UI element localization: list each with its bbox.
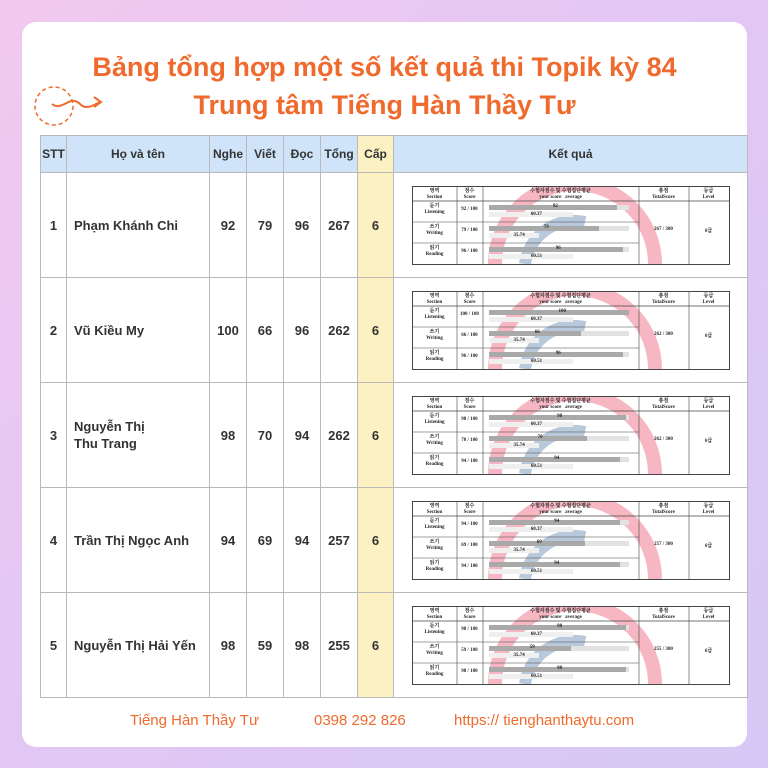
table-row bbox=[41, 383, 748, 488]
avg-value-listening: 60.37 bbox=[530, 526, 542, 532]
score-listening: 92 / 100 bbox=[461, 206, 478, 212]
score-report-image bbox=[412, 396, 730, 475]
label-level-en: Level bbox=[702, 194, 715, 200]
row-listening: 92 bbox=[210, 173, 247, 278]
header-reading: Đọc bbox=[284, 136, 321, 173]
row-name: Phạm Khánh Chi bbox=[67, 173, 210, 278]
label-average: average bbox=[565, 299, 582, 305]
row-name: Nguyễn Thị Hải Yến bbox=[67, 593, 210, 698]
footer-brand: Tiếng Hàn Thầy Tư bbox=[130, 712, 259, 729]
score-report-image bbox=[412, 186, 730, 265]
label-writing-en: Writing bbox=[426, 335, 443, 341]
label-listening-ko: 듣기 bbox=[429, 623, 440, 629]
label-writing-ko: 쓰기 bbox=[429, 644, 440, 650]
report-total: 262 / 300 bbox=[654, 436, 673, 442]
row-level: 6 bbox=[358, 383, 394, 488]
row-reading: 98 bbox=[284, 593, 321, 698]
label-section-en: Section bbox=[426, 614, 443, 620]
score-listening: 98 / 100 bbox=[461, 626, 478, 632]
label-writing-en: Writing bbox=[426, 545, 443, 551]
label-reading-ko: 읽기 bbox=[429, 455, 440, 461]
label-total-ko: 총점 bbox=[658, 293, 669, 299]
label-your-score: your score bbox=[539, 509, 562, 515]
bar-value-listening: 94 bbox=[554, 518, 560, 524]
report-level: 6급 bbox=[704, 228, 713, 234]
row-level: 6 bbox=[358, 173, 394, 278]
row-stt: 2 bbox=[41, 278, 67, 383]
page-title: Bảng tổng hợp một số kết quả thi Topik kỳ 84 bbox=[92, 52, 677, 82]
label-score-ko: 점수 bbox=[464, 608, 475, 614]
avg-value-listening: 60.37 bbox=[530, 631, 542, 637]
label-reading-en: Reading bbox=[425, 461, 444, 467]
header-listening: Nghe bbox=[210, 136, 247, 173]
bar-value-reading: 98 bbox=[557, 665, 563, 671]
header-result: Kết quả bbox=[394, 136, 748, 173]
row-listening: 98 bbox=[210, 383, 247, 488]
score-reading: 94 / 100 bbox=[461, 563, 478, 569]
bar-value-writing: 59 bbox=[529, 644, 535, 650]
score-report-image bbox=[412, 606, 730, 685]
label-average: average bbox=[565, 614, 582, 620]
row-reading: 96 bbox=[284, 173, 321, 278]
label-level-ko: 등급 bbox=[703, 293, 714, 299]
row-level: 6 bbox=[358, 593, 394, 698]
label-your-score: your score bbox=[539, 614, 562, 620]
score-listening: 98 / 100 bbox=[461, 416, 478, 422]
score-listening: 100 / 100 bbox=[460, 311, 479, 317]
score-report-image bbox=[412, 291, 730, 370]
report-level: 6급 bbox=[704, 648, 713, 654]
report-total: 255 / 300 bbox=[654, 646, 673, 652]
label-your-score: your score bbox=[539, 404, 562, 410]
results-table bbox=[40, 135, 748, 698]
label-score-ko: 점수 bbox=[464, 503, 475, 509]
avg-value-writing: 35.74 bbox=[513, 232, 525, 238]
bar-value-writing: 70 bbox=[537, 434, 543, 440]
score-writing: 66 / 100 bbox=[461, 332, 478, 338]
label-score-ko: 점수 bbox=[464, 293, 475, 299]
row-reading: 94 bbox=[284, 383, 321, 488]
label-total-en: TotalScore bbox=[652, 404, 675, 410]
row-name: Nguyễn Thị Thu Trang bbox=[67, 383, 210, 488]
label-section-ko: 영역 bbox=[429, 503, 440, 509]
row-writing: 79 bbox=[247, 173, 284, 278]
header-stt: STT bbox=[41, 136, 67, 173]
header-name: Họ và tên bbox=[67, 136, 210, 173]
avg-value-reading: 60.51 bbox=[530, 463, 543, 469]
label-listening-en: Listening bbox=[424, 419, 445, 425]
label-total-ko: 총점 bbox=[658, 398, 669, 404]
report-level: 6급 bbox=[704, 438, 713, 444]
report-total: 262 / 300 bbox=[654, 331, 673, 337]
label-section-en: Section bbox=[426, 509, 443, 515]
label-reading-ko: 읽기 bbox=[429, 665, 440, 671]
label-reading-ko: 읽기 bbox=[429, 350, 440, 356]
avg-value-writing: 35.74 bbox=[513, 547, 525, 553]
row-reading: 96 bbox=[284, 278, 321, 383]
header-writing: Viết bbox=[247, 136, 284, 173]
bar-value-reading: 94 bbox=[554, 455, 560, 461]
label-average: average bbox=[565, 404, 582, 410]
avg-value-listening: 60.37 bbox=[530, 316, 542, 322]
avg-value-reading: 60.51 bbox=[530, 673, 543, 679]
row-level: 6 bbox=[358, 278, 394, 383]
label-writing-en: Writing bbox=[426, 440, 443, 446]
label-score-en: Score bbox=[463, 404, 476, 410]
label-reading-en: Reading bbox=[425, 671, 444, 677]
row-writing: 69 bbox=[247, 488, 284, 593]
report-total: 267 / 300 bbox=[654, 226, 673, 232]
row-result bbox=[394, 383, 748, 488]
label-level-ko: 등급 bbox=[703, 188, 714, 194]
score-writing: 79 / 100 bbox=[461, 227, 478, 233]
label-compare: 수험자점수 및 수험집단평균 bbox=[530, 608, 591, 614]
row-total: 255 bbox=[321, 593, 358, 698]
bar-value-writing: 79 bbox=[543, 224, 549, 230]
label-writing-ko: 쓰기 bbox=[429, 329, 440, 335]
avg-value-listening: 60.37 bbox=[530, 211, 542, 217]
label-level-en: Level bbox=[702, 404, 715, 410]
label-level-ko: 등급 bbox=[703, 398, 714, 404]
avg-value-writing: 35.74 bbox=[513, 337, 525, 343]
label-level-en: Level bbox=[702, 509, 715, 515]
bar-value-reading: 96 bbox=[555, 245, 561, 251]
label-total-en: TotalScore bbox=[652, 194, 675, 200]
score-listening: 94 / 100 bbox=[461, 521, 478, 527]
label-compare: 수험자점수 및 수험집단평균 bbox=[530, 293, 591, 299]
row-total: 262 bbox=[321, 278, 358, 383]
row-name: Trần Thị Ngọc Anh bbox=[67, 488, 210, 593]
avg-value-listening: 60.37 bbox=[530, 421, 542, 427]
row-stt: 4 bbox=[41, 488, 67, 593]
label-section-ko: 영역 bbox=[429, 608, 440, 614]
row-listening: 94 bbox=[210, 488, 247, 593]
label-listening-ko: 듣기 bbox=[429, 308, 440, 314]
label-reading-en: Reading bbox=[425, 251, 444, 257]
label-your-score: your score bbox=[539, 299, 562, 305]
score-reading: 96 / 100 bbox=[461, 353, 478, 359]
label-reading-en: Reading bbox=[425, 566, 444, 572]
main-card bbox=[22, 22, 747, 747]
score-writing: 69 / 100 bbox=[461, 542, 478, 548]
label-writing-ko: 쓰기 bbox=[429, 224, 440, 230]
row-stt: 3 bbox=[41, 383, 67, 488]
row-total: 257 bbox=[321, 488, 358, 593]
page-subtitle: Trung tâm Tiếng Hàn Thầy Tư bbox=[193, 90, 576, 120]
label-writing-en: Writing bbox=[426, 230, 443, 236]
label-compare: 수험자점수 및 수험집단평균 bbox=[530, 503, 591, 509]
row-writing: 70 bbox=[247, 383, 284, 488]
row-total: 262 bbox=[321, 383, 358, 488]
label-reading-en: Reading bbox=[425, 356, 444, 362]
score-reading: 98 / 100 bbox=[461, 668, 478, 674]
row-result bbox=[394, 593, 748, 698]
label-listening-en: Listening bbox=[424, 209, 445, 215]
row-total: 267 bbox=[321, 173, 358, 278]
label-your-score: your score bbox=[539, 194, 562, 200]
row-writing: 59 bbox=[247, 593, 284, 698]
label-reading-ko: 읽기 bbox=[429, 560, 440, 566]
label-listening-en: Listening bbox=[424, 524, 445, 530]
label-total-ko: 총점 bbox=[658, 608, 669, 614]
table-row bbox=[41, 278, 748, 383]
label-section-en: Section bbox=[426, 404, 443, 410]
label-reading-ko: 읽기 bbox=[429, 245, 440, 251]
label-writing-ko: 쓰기 bbox=[429, 539, 440, 545]
label-section-ko: 영역 bbox=[429, 398, 440, 404]
label-level-ko: 등급 bbox=[703, 503, 714, 509]
avg-value-reading: 60.51 bbox=[530, 253, 543, 259]
row-level: 6 bbox=[358, 488, 394, 593]
row-name: Vũ Kiều My bbox=[67, 278, 210, 383]
footer-phone[interactable]: 0398 292 826 bbox=[314, 712, 406, 729]
row-stt: 1 bbox=[41, 173, 67, 278]
label-listening-ko: 듣기 bbox=[429, 203, 440, 209]
label-average: average bbox=[565, 509, 582, 515]
avg-value-reading: 60.51 bbox=[530, 358, 543, 364]
row-stt: 5 bbox=[41, 593, 67, 698]
bar-value-writing: 66 bbox=[534, 329, 540, 335]
label-score-ko: 점수 bbox=[464, 188, 475, 194]
score-reading: 96 / 100 bbox=[461, 248, 478, 254]
label-total-en: TotalScore bbox=[652, 509, 675, 515]
label-compare: 수험자점수 및 수험집단평균 bbox=[530, 398, 591, 404]
label-total-ko: 총점 bbox=[658, 503, 669, 509]
label-total-en: TotalScore bbox=[652, 299, 675, 305]
report-total: 257 / 300 bbox=[654, 541, 673, 547]
label-score-en: Score bbox=[463, 299, 476, 305]
bar-value-writing: 69 bbox=[536, 539, 542, 545]
bar-value-reading: 94 bbox=[554, 560, 560, 566]
label-score-ko: 점수 bbox=[464, 398, 475, 404]
label-score-en: Score bbox=[463, 194, 476, 200]
footer-url[interactable]: https:// tienghanthaytu.com bbox=[454, 712, 635, 729]
label-listening-ko: 듣기 bbox=[429, 413, 440, 419]
label-level-en: Level bbox=[702, 614, 715, 620]
label-writing-en: Writing bbox=[426, 650, 443, 656]
row-reading: 94 bbox=[284, 488, 321, 593]
label-section-ko: 영역 bbox=[429, 188, 440, 194]
score-reading: 94 / 100 bbox=[461, 458, 478, 464]
label-total-ko: 총점 bbox=[658, 188, 669, 194]
row-result bbox=[394, 278, 748, 383]
table-row bbox=[41, 488, 748, 593]
table-row bbox=[41, 173, 748, 278]
label-level-en: Level bbox=[702, 299, 715, 305]
header-level: Cấp bbox=[358, 136, 394, 173]
row-listening: 98 bbox=[210, 593, 247, 698]
label-score-en: Score bbox=[463, 509, 476, 515]
score-writing: 70 / 100 bbox=[461, 437, 478, 443]
avg-value-writing: 35.74 bbox=[513, 652, 525, 658]
label-score-en: Score bbox=[463, 614, 476, 620]
label-section-ko: 영역 bbox=[429, 293, 440, 299]
score-writing: 59 / 100 bbox=[461, 647, 478, 653]
row-listening: 100 bbox=[210, 278, 247, 383]
bar-value-listening: 92 bbox=[552, 203, 558, 209]
bar-value-reading: 96 bbox=[555, 350, 561, 356]
label-writing-ko: 쓰기 bbox=[429, 434, 440, 440]
label-compare: 수험자점수 및 수험집단평균 bbox=[530, 188, 591, 194]
header-total: Tổng bbox=[321, 136, 358, 173]
row-result bbox=[394, 488, 748, 593]
score-report-image bbox=[412, 501, 730, 580]
bar-value-listening: 100 bbox=[558, 308, 566, 314]
report-level: 6급 bbox=[704, 543, 713, 549]
label-listening-en: Listening bbox=[424, 314, 445, 320]
bar-value-listening: 98 bbox=[557, 623, 563, 629]
label-average: average bbox=[565, 194, 582, 200]
row-writing: 66 bbox=[247, 278, 284, 383]
table-header-row bbox=[41, 136, 748, 173]
label-level-ko: 등급 bbox=[703, 608, 714, 614]
avg-value-writing: 35.74 bbox=[513, 442, 525, 448]
table-row bbox=[41, 593, 748, 698]
label-listening-en: Listening bbox=[424, 629, 445, 635]
report-level: 6급 bbox=[704, 333, 713, 339]
row-result bbox=[394, 173, 748, 278]
label-section-en: Section bbox=[426, 194, 443, 200]
bar-value-listening: 98 bbox=[557, 413, 563, 419]
label-total-en: TotalScore bbox=[652, 614, 675, 620]
label-section-en: Section bbox=[426, 299, 443, 305]
avg-value-reading: 60.51 bbox=[530, 568, 543, 574]
label-listening-ko: 듣기 bbox=[429, 518, 440, 524]
